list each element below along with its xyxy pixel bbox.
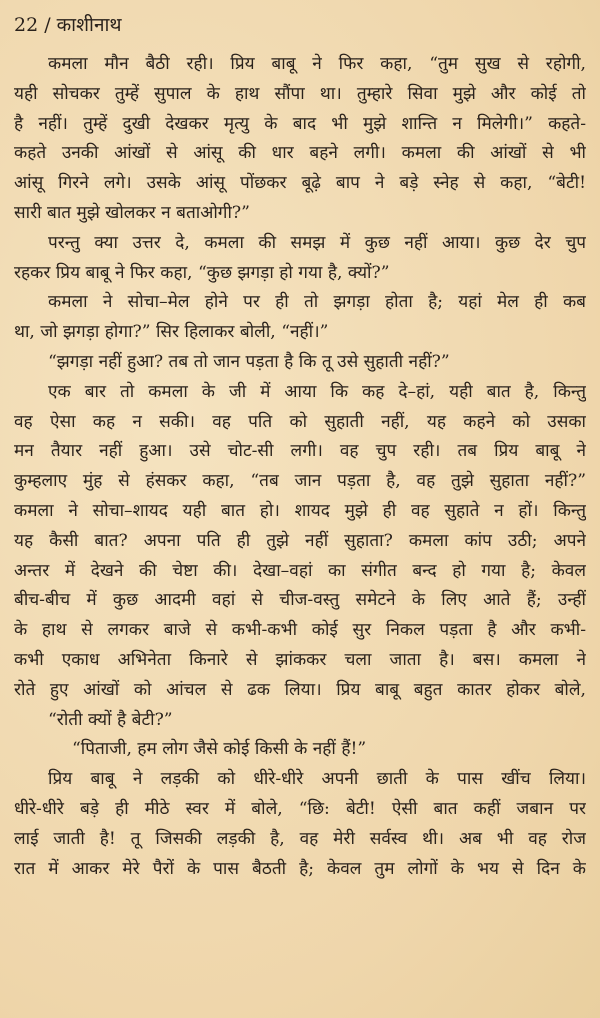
book-title: काशीनाथ	[56, 14, 122, 36]
text-line: एक बार तो कमला के जी में आया कि कह दे–हां, यही बात है, किन्तु	[48, 381, 586, 402]
text-line: प्रिय बाबू ने लड़की को धीरे-धीरे अपनी छाती के पास खींच लिया।	[48, 769, 586, 790]
text-line: “झगड़ा नहीं हुआ? तब तो जान पड़ता है कि तू उसे सुहाती नहीं?”	[48, 351, 450, 372]
text-line: वह ऐसा कह न सकी। वह पति को सुहाती नहीं, यह कहने को उसका	[14, 411, 586, 432]
text-line: मन तैयार नहीं हुआ। उसे चोट-सी लगी। वह चुप रही। तब प्रिय बाबू ने	[14, 441, 586, 462]
text-line: कमला ने सोचा–मेल होने पर ही तो झगड़ा होता है; यहां मेल ही कब	[48, 292, 586, 313]
text-line: “पिताजी, हम लोग जैसे कोई किसी के नहीं हैं!”	[72, 739, 367, 760]
text-line: सारी बात मुझे खोलकर न बताओगी?”	[14, 202, 250, 223]
text-line: आंसू गिरने लगे। उसके आंसू पोंछकर बूढ़े बाप ने बड़े स्नेह से कहा, “बेटी!	[14, 173, 586, 194]
text-line: रहकर प्रिय बाबू ने फिर कहा, “कुछ झगड़ा हो गया है, क्यों?”	[14, 262, 390, 283]
page-number: 22	[14, 14, 39, 36]
page-header	[14, 10, 586, 50]
text-line: कमला मौन बैठी रही। प्रिय बाबू ने फिर कहा, “तुम सुख से रहोगी,	[48, 54, 586, 74]
body-text	[14, 50, 586, 884]
text-line: रात में आकर मेरे पैरों के पास बैठती है; केवल तुम लोगों के भय से दिन के	[14, 858, 586, 879]
text-line: यही सोचकर तुम्हें सुपाल के हाथ सौंपा था। तुम्हारे सिवा मुझे और कोई तो	[14, 83, 586, 104]
text-line: “रोती क्यों है बेटी?”	[48, 709, 173, 730]
text-line: रोते हुए आंखों को आंचल से ढक लिया। प्रिय बाबू बहुत कातर होकर बोले,	[14, 679, 586, 700]
text-line: परन्तु क्या उत्तर दे, कमला की समझ में कुछ नहीं आया। कुछ देर चुप	[48, 232, 586, 253]
text-line: धीरे-धीरे बड़े ही मीठे स्वर में बोले, “छि: बेटी! ऐसी बात कहीं जबान पर	[14, 798, 586, 819]
header-separator: /	[44, 14, 51, 36]
text-line: था, जो झगड़ा होगा?” सिर हिलाकर बोली, “नहीं।”	[14, 322, 329, 343]
text-line: के हाथ से लगकर बाजे से कभी-कभी कोई सुर निकल पड़ता है और कभी-	[14, 620, 586, 641]
text-line: बीच-बीच में कुछ आदमी वहां से चीज-वस्तु समेटने के लिए आते हैं; उन्हीं	[14, 590, 586, 611]
text-line: कुम्हलाए मुंह से हंसकर कहा, “तब जान पड़ता है, वह तुझे सुहाता नहीं?”	[14, 471, 586, 492]
text-line: कहते उनकी आंखों से आंसू की धार बहने लगी। कमला की आंखों से भी	[14, 143, 586, 164]
text-line: है नहीं। तुम्हें दुखी देखकर मृत्यु के बाद भी मुझे शान्ति न मिलेगी।” कहते-	[14, 113, 586, 134]
text-line: यह कैसी बात? अपना पति ही तुझे नहीं सुहाता? कमला कांप उठी; अपने	[14, 530, 586, 551]
text-line: कमला ने सोचा–शायद यही बात हो। शायद मुझे ही वह सुहाते न हों। किन्तु	[14, 500, 586, 521]
text-line: लाई जाती है! तू जिसकी लड़की है, वह मेरी सर्वस्व थी। अब भी वह रोज	[14, 828, 586, 849]
text-line: कभी एकाध अभिनेता किनारे से झांककर चला जाता है। बस। कमला ने	[14, 649, 586, 670]
text-line: अन्तर में देखने की चेष्टा की। देखा–वहां का संगीत बन्द हो गया है; केवल	[14, 560, 586, 581]
